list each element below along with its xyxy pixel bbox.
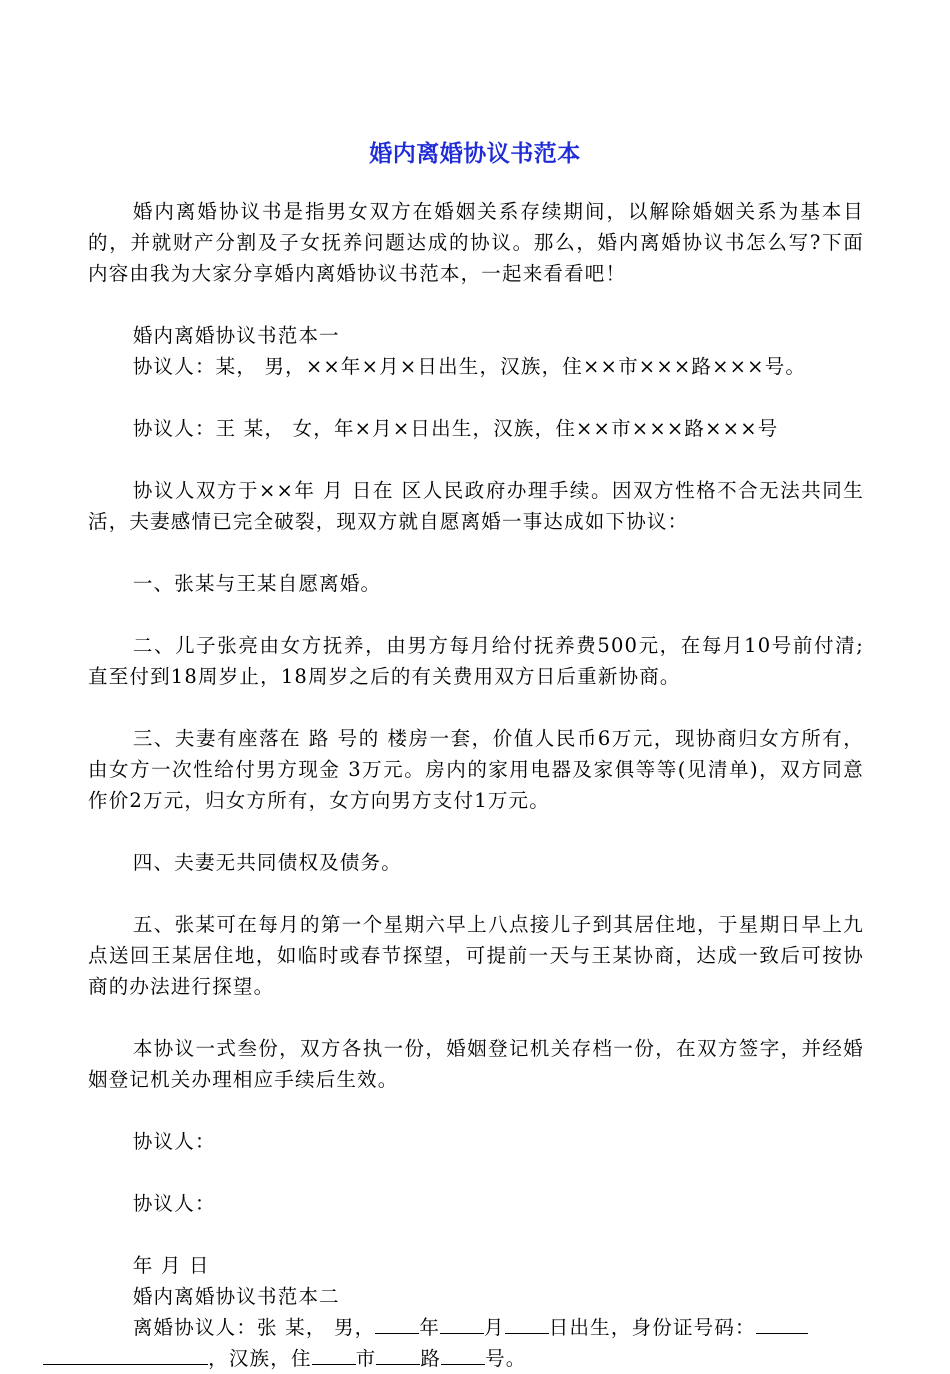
document-body	[88, 196, 864, 1374]
blank-city	[312, 1344, 356, 1365]
clause-4: 四、夫妻无共同债权及债务。	[132, 851, 402, 874]
document-title: 婚内离婚协议书范本	[369, 141, 581, 167]
blank-month	[440, 1313, 484, 1334]
end-label: 号。	[485, 1347, 527, 1370]
clause-1: 一、张某与王某自愿离婚。	[132, 572, 382, 595]
signature-line-2: 协议人：	[132, 1192, 216, 1215]
clause-5: 五、张某可在每月的第一个星期六早上八点接儿子到其居住地，于星期日早上九点送回王某居住地，如临时或春节探望，可提前一天与王某协商，达成一致后可按协商的办法进行探望。	[88, 913, 864, 998]
sample-heading-2: 婚内离婚协议书范本二	[132, 1285, 340, 1308]
signature-line-1: 协议人：	[132, 1130, 216, 1153]
blank-road	[376, 1344, 420, 1365]
agreement-intro-paragraph: 协议人双方于××年 月 日在 区人民政府办理手续。因双方性格不合无法共同生活，夫妻感情已完全破裂，现双方就自愿离婚一事达成如下协议：	[88, 479, 864, 533]
road-label: 路	[420, 1347, 442, 1370]
sample-heading-1: 婚内离婚协议书范本一	[132, 324, 340, 347]
blank-number	[441, 1344, 485, 1365]
party-male-paragraph: 协议人：某， 男，××年×月×日出生，汉族，住××市×××路×××号。	[132, 355, 807, 378]
party-female-paragraph: 协议人：王 某， 女，年×月×日出生，汉族，住××市×××路×××号	[132, 417, 779, 440]
clause-2: 二、儿子张亮由女方抚养，由男方每月给付抚养费500元，在每月10号前付清;直至付到18周岁止，18周岁之后的有关费用双方日后重新协商。	[88, 634, 864, 688]
blank-id-2	[43, 1344, 208, 1365]
date-line: 年 月 日	[132, 1254, 210, 1277]
blank-id-1	[756, 1313, 808, 1334]
day-label: 日出生，身份证号码：	[548, 1316, 756, 1339]
year-label: 年	[419, 1316, 441, 1339]
party-prefix: 离婚协议人：张 某， 男，	[132, 1316, 376, 1339]
blank-year	[375, 1313, 419, 1334]
blank-day	[505, 1313, 549, 1334]
sample-2-party-line	[88, 1312, 864, 1374]
effect-paragraph: 本协议一式叁份，双方各执一份，婚姻登记机关存档一份，在双方签字，并经婚姻登记机关办理相应手续后生效。	[88, 1037, 864, 1091]
month-label: 月	[484, 1316, 505, 1339]
ethnic-label: ，汉族，住	[208, 1347, 312, 1370]
clause-3: 三、夫妻有座落在 路 号的 楼房一套，价值人民币6万元，现协商归女方所有，由女方一次性给付男方现金 3万元。房内的家用电器及家俱等等(见清单)，双方同意作价2万元，归女方所有，女方向男方支付1万元。	[88, 727, 864, 812]
city-label: 市	[355, 1347, 377, 1370]
intro-paragraph: 婚内离婚协议书是指男女双方在婚姻关系存续期间，以解除婚姻关系为基本目的，并就财产分割及子女抚养问题达成的协议。那么，婚内离婚协议书怎么写?下面内容由我为大家分享婚内离婚协议书范本，一起来看看吧！	[88, 200, 864, 285]
